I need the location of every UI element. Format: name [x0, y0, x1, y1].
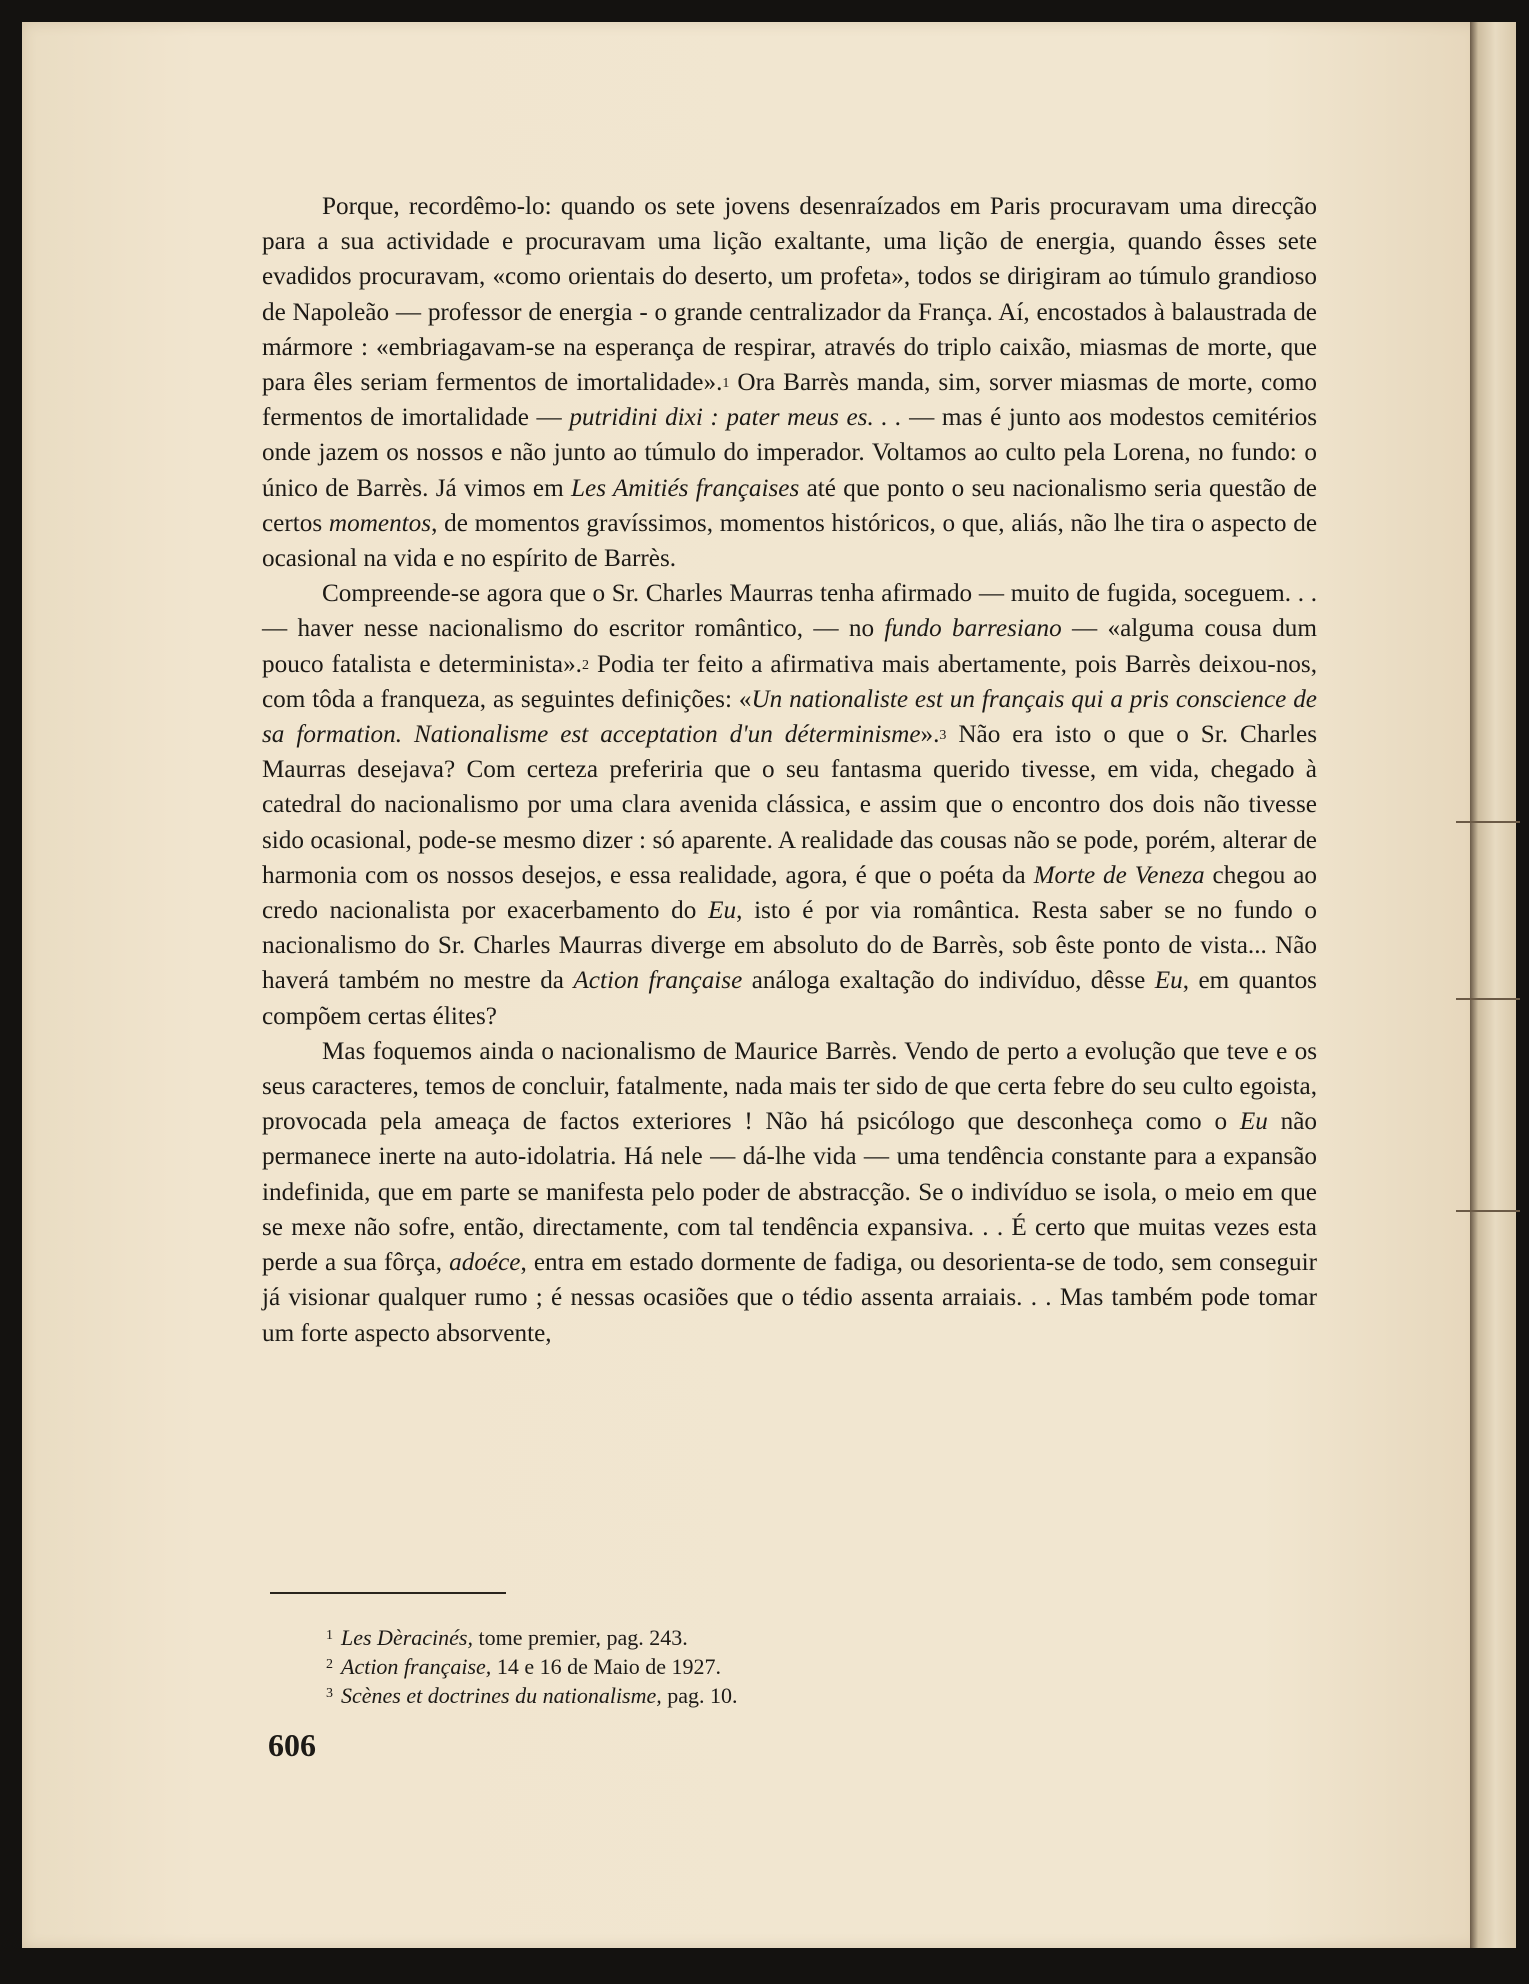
text-run: Compreende-se agora que o Sr. Charles Maurras tenha afirmado — muito de fugida, soceguem. . . — haver nesse nacionalismo do escritor romântico, — no	[262, 580, 1317, 643]
text-run: — mas é junto aos modestos cemitérios onde jazem os nossos e não junto ao túmulo do imperador. Voltamos ao culto pela Lorena, no fundo: o único de Barrès. Já vimos em	[262, 404, 1317, 502]
text-run: — «alguma cousa dum pouco fatalista e determinista».	[262, 615, 1317, 678]
next-page-edge	[1470, 22, 1516, 1948]
footnotes	[326, 1623, 1306, 1710]
italic-text: putridini dixi : pater meus es. . .	[569, 404, 902, 432]
italic-text: Eu	[708, 897, 737, 925]
page-edge-mark	[1456, 821, 1520, 823]
footnote-title: Les Dèracinés,	[341, 1625, 473, 1650]
paragraph	[262, 189, 1317, 576]
footnote-number: 2	[326, 1657, 333, 1672]
text-run: Podia ter feito a afirmativa mais abertamente, pois Barrès deixou-nos, com tôda a franqueza, as seguintes definições: «	[262, 650, 1317, 713]
footnote-number: 1	[326, 1628, 333, 1643]
text-run: Porque, recordêmo-lo: quando os sete jovens desenraízados em Paris procuravam uma direcção para a sua actividade e procuravam uma lição exaltante, uma lição de energia, quando êsses sete evadidos procuravam, «como orientais do deserto, um profeta», todos se dirigiram ao túmulo grandioso de Napoleão — professor de energia - o grande centralizador da França. Aí, encostados à balaustrada de mármore : «embriagavam-se na esperança de respirar, através do triplo caixão, miasmas de morte, que para êles seriam fermentos de imortalidade».	[262, 193, 1317, 397]
italic-text: Eu	[1154, 967, 1183, 995]
footnote	[326, 1652, 1306, 1681]
page-edge-mark	[1456, 1210, 1520, 1212]
italic-text: momentos	[328, 509, 432, 537]
footnote	[326, 1623, 1306, 1652]
text-run: Mas foquemos ainda o nacionalismo de Maurice Barrès. Vendo de perto a evolução que teve e os seus caracteres, temos de concluir, fatalmente, nada mais ter sido de que certa febre do seu culto egoista, provocada pela ameaça de factos exteriores ! Não há psicólogo que desconheça como o	[262, 1037, 1317, 1136]
text-run: até que ponto o seu nacionalismo seria questão de certos	[262, 474, 1317, 537]
italic-text: Un nationaliste est un français qui a pris conscience de sa formation. Nationalisme est acceptation d'un déterminisme	[262, 685, 1317, 749]
text-run: , em quantos compõem certas élites?	[262, 967, 1317, 1030]
text-run: , isto é por via romântica. Resta saber se no fundo o nacionalismo do Sr. Charles Maurras diverge em absoluto do de Barrès, sob êste ponto de vista... Não haverá também no mestre da	[262, 897, 1317, 995]
footnote-number: 3	[326, 1686, 333, 1701]
footnote-detail: pag. 10.	[661, 1683, 738, 1708]
text-run: chegou ao credo nacionalista por exacerbamento do	[262, 861, 1317, 925]
footnote-separator	[270, 1592, 506, 1594]
italic-text: Morte de Veneza	[1033, 861, 1205, 889]
paragraph	[262, 576, 1317, 1034]
footnote-title: Action française,	[341, 1654, 492, 1679]
text-run: Ora Barrès manda, sim, sorver miasmas de morte, como fermentos de imortalidade —	[262, 369, 1318, 432]
paragraph	[262, 1034, 1317, 1351]
text-run: , entra em estado dormente de fadiga, ou desorienta-se de todo, sem conseguir já visionar qualquer rumo ; é nessas ocasiões que o tédio assenta arraiais. . . Mas também pode tomar um forte aspecto absorvente,	[262, 1249, 1317, 1347]
footnote	[326, 1681, 1306, 1710]
italic-text: Eu	[1239, 1108, 1268, 1136]
page-edge-mark	[1456, 998, 1520, 1000]
italic-text: adoéce	[449, 1249, 521, 1277]
italic-text: fundo barresiano	[884, 615, 1062, 643]
footnote-detail: 14 e 16 de Maio de 1927.	[491, 1654, 722, 1679]
footnote-ref: 3	[939, 728, 947, 744]
footnote-detail: tome premier, pag. 243.	[472, 1625, 688, 1650]
footnote-ref: 1	[722, 376, 730, 392]
page-number: 606	[268, 1727, 316, 1763]
text-run: , de momentos gravíssimos, momentos históricos, o que, aliás, não lhe tira o aspecto de ocasional na vida e no espírito de Barrès.	[262, 509, 1317, 573]
text-run: ».	[920, 721, 940, 749]
text-run: não permanece inerte na auto-idolatria. Há nele — dá-lhe vida — uma tendência constante para a expansão indefinida, que em parte se manifesta pelo poder de abstracção. Se o indivíduo se isola, o meio em que se mexe não sofre, então, directamente, com tal tendência expansiva. . . É certo que muitas vezes esta perde a sua fôrça,	[262, 1108, 1317, 1277]
text-run: análoga exaltação do indivíduo, dêsse	[742, 967, 1155, 995]
body-text	[262, 189, 1317, 1351]
footnote-title: Scènes et doctrines du nationalisme,	[341, 1683, 662, 1708]
italic-text: Les Amitiés françaises	[571, 474, 800, 502]
text-run: Não era isto o que o Sr. Charles Maurras desejava? Com certeza preferiria que o seu fantasma querido tivesse, em vida, chegado à catedral do nacionalismo por uma clara avenida clássica, e assim que o encontro dos dois não tivesse sido ocasional, pode-se mesmo dizer : só aparente. A realidade das cousas não se pode, porém, alterar de harmonia com os nossos desejos, e essa realidade, agora, é que o poéta da	[262, 721, 1317, 889]
footnote-ref: 2	[581, 657, 589, 673]
italic-text: Action française	[573, 967, 743, 995]
